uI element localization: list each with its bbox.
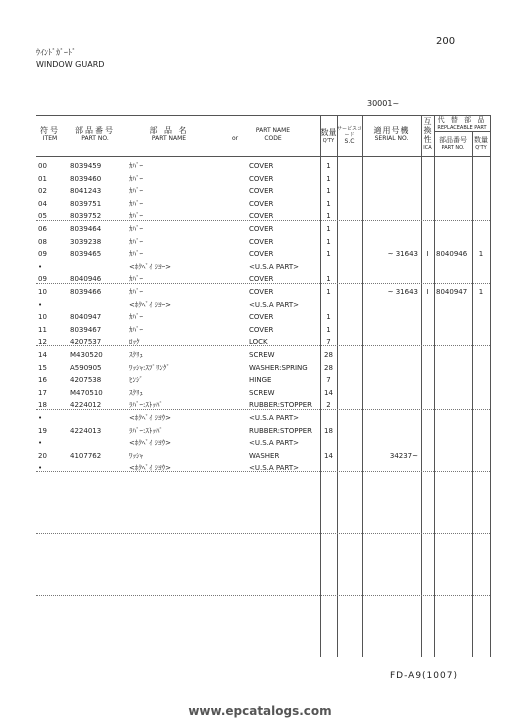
- cell-item: 15: [38, 363, 47, 372]
- cell-part-no: 4224012: [70, 401, 102, 410]
- cell-part-name-ja: ｽｸﾘｭ: [129, 388, 143, 397]
- cell-part-name-en: COVER: [249, 250, 274, 259]
- cell-qty: 1: [326, 187, 331, 196]
- table-row: [0, 349, 520, 361]
- cell-part-no: 4224013: [70, 426, 102, 435]
- cell-part-name-ja: ﾜｯｼｬ:ｽﾌﾟﾘﾝｸﾞ: [129, 363, 170, 372]
- cell-part-name-en: <U.S.A PART>: [249, 439, 299, 448]
- header-item: 符号 ITEM: [40, 126, 60, 142]
- cell-part-name-ja: ﾋﾝｼﾞ: [129, 376, 143, 385]
- cell-rp-qty: 1: [478, 250, 484, 259]
- cell-qty: 1: [326, 237, 331, 246]
- cell-part-name-ja: <ﾎｸﾍﾞｲ ｼﾖｰ>: [129, 262, 171, 271]
- cell-item: •: [38, 464, 43, 473]
- header-ica: 互換性 ICA: [423, 117, 432, 151]
- cell-part-name-en: LOCK: [249, 338, 268, 347]
- cell-part-no: 3039238: [70, 237, 102, 246]
- cell-part-no: 4207538: [70, 376, 102, 385]
- cell-part-no: 8040947: [70, 313, 102, 322]
- cell-part-no: 8040946: [70, 275, 102, 284]
- page-title-japanese: ｳｲﾝﾄﾞｶﾞｰﾄﾞ: [36, 48, 76, 57]
- cell-item: •: [38, 262, 43, 271]
- table-row: [0, 223, 520, 235]
- table-row: [0, 198, 520, 210]
- cell-rp-part-no: 8040947: [436, 288, 468, 296]
- cell-item: 17: [38, 388, 47, 397]
- cell-qty: 1: [326, 313, 331, 322]
- cell-item: 05: [38, 212, 47, 221]
- cell-item: 09: [38, 275, 47, 284]
- table-row: [0, 299, 520, 311]
- row-group-separator: [36, 595, 490, 596]
- table-row: [0, 324, 520, 336]
- cell-part-no: A590905: [70, 363, 102, 372]
- cell-part-name-ja: ｶﾊﾞｰ: [129, 325, 143, 334]
- cell-qty: 1: [326, 199, 331, 208]
- table-row: [0, 336, 520, 348]
- cell-part-name-en: COVER: [249, 212, 274, 221]
- cell-part-no: 8039464: [70, 225, 102, 233]
- cell-item: 12: [38, 338, 47, 347]
- catalog-code: FD-A9(1007): [390, 671, 458, 681]
- cell-part-no: 8039467: [70, 325, 102, 334]
- cell-qty: 1: [326, 275, 331, 284]
- cell-part-name-ja: ｶﾊﾞｰ: [129, 187, 143, 196]
- cell-part-name-ja: ｶﾊﾞｰ: [129, 237, 143, 246]
- cell-part-name-en: COVER: [249, 162, 274, 170]
- cell-part-name-en: COVER: [249, 225, 274, 233]
- header-or: or: [232, 135, 239, 142]
- cell-part-name-ja: ｶﾊﾞｰ: [129, 174, 143, 183]
- cell-part-name-ja: <ﾎｸﾍﾞｲ ｼﾖｳ>: [129, 464, 171, 473]
- cell-part-name-en: COVER: [249, 199, 274, 208]
- cell-part-name-ja: ｶﾊﾞｰ: [129, 250, 143, 259]
- header-replaceable-part: 代 替 部 品 REPLACEABLE PART: [437, 116, 487, 131]
- cell-item: 08: [38, 237, 47, 246]
- cell-item: 04: [38, 199, 47, 208]
- cell-part-name-ja: ｶﾊﾞｰ: [129, 162, 143, 170]
- cell-part-no: 8039466: [70, 288, 102, 296]
- table-row: [0, 273, 520, 285]
- cell-item: 14: [38, 351, 47, 359]
- cell-qty: 1: [326, 288, 331, 296]
- cell-item: 06: [38, 225, 47, 233]
- cell-part-no: 8039460: [70, 174, 102, 183]
- cell-part-name-ja: ﾜｯｼｬ: [129, 451, 143, 460]
- table-row: [0, 236, 520, 248]
- cell-qty: 2: [326, 401, 331, 410]
- cell-part-name-ja: ｶﾊﾞｰ: [129, 199, 143, 208]
- cell-part-name-en: WASHER: [249, 451, 280, 460]
- cell-part-name-en: <U.S.A PART>: [249, 300, 299, 309]
- cell-item: 19: [38, 426, 47, 435]
- table-row: [0, 387, 520, 399]
- table-row: [0, 462, 520, 474]
- table-row: [0, 160, 520, 172]
- cell-part-name-ja: ｶﾊﾞｰ: [129, 288, 143, 296]
- table-row: [0, 412, 520, 424]
- table-row: [0, 248, 520, 260]
- table-row: [0, 450, 520, 462]
- cell-qty: 14: [324, 451, 333, 460]
- cell-qty: 1: [326, 250, 331, 259]
- cell-qty: 7: [326, 338, 331, 347]
- table-row: [0, 374, 520, 386]
- cell-part-no: 8041243: [70, 187, 102, 196]
- table-row: [0, 362, 520, 374]
- cell-part-name-ja: <ﾎｸﾍﾞｲ ｼﾖｳ>: [129, 439, 171, 448]
- cell-part-no: 8039459: [70, 162, 102, 170]
- cell-qty: 28: [324, 351, 333, 359]
- page-title: WINDOW GUARD: [36, 60, 105, 69]
- cell-part-no: M470510: [70, 388, 103, 397]
- cell-qty: 1: [326, 325, 331, 334]
- table-row: [0, 437, 520, 449]
- cell-part-no: 8039751: [70, 199, 102, 208]
- cell-part-name-en: SCREW: [249, 388, 275, 397]
- cell-item: •: [38, 439, 43, 448]
- table-row: [0, 286, 520, 298]
- cell-rp-qty: 1: [478, 288, 484, 296]
- cell-item: 16: [38, 376, 47, 385]
- cell-qty: 14: [324, 388, 333, 397]
- header-part-no: 部品番号 PART NO.: [75, 126, 115, 142]
- cell-item: 20: [38, 451, 47, 460]
- cell-part-name-en: COVER: [249, 313, 274, 322]
- cell-item: 09: [38, 250, 47, 259]
- header-rp-qty: 数量 Q'TY: [474, 136, 488, 151]
- cell-item: •: [38, 414, 43, 422]
- cell-part-name-en: SCREW: [249, 351, 275, 359]
- table-row: [0, 185, 520, 197]
- watermark: www.epcatalogs.com: [188, 704, 332, 718]
- cell-part-name-en: COVER: [249, 288, 274, 296]
- cell-part-name-en: <U.S.A PART>: [249, 262, 299, 271]
- cell-part-name-ja: ｶﾊﾞｰ: [129, 212, 143, 221]
- cell-part-name-en: COVER: [249, 325, 274, 334]
- cell-part-name-en: <U.S.A PART>: [249, 464, 299, 473]
- cell-item: 10: [38, 313, 47, 322]
- cell-serial-no: ~ 31643: [387, 288, 418, 296]
- cell-part-name-en: <U.S.A PART>: [249, 414, 299, 422]
- cell-item: 02: [38, 187, 47, 196]
- serial-range-label: 30001~: [367, 99, 400, 108]
- cell-part-name-ja: ｶﾊﾞｰ: [129, 225, 143, 233]
- cell-rp-part-no: 8040946: [436, 250, 468, 259]
- cell-part-name-ja: ﾗﾊﾞｰ:ｽﾄｯﾊﾟ: [129, 426, 163, 435]
- cell-part-no: M430520: [70, 351, 103, 359]
- header-part-name-code: PART NAME CODE: [255, 127, 291, 142]
- cell-part-name-en: WASHER:SPRING: [249, 363, 308, 372]
- cell-serial-no: 34237~: [389, 451, 418, 460]
- header-rp-part-no: 部品番号 PART NO.: [439, 136, 467, 151]
- cell-part-name-ja: ｶﾊﾞｰ: [129, 313, 143, 322]
- cell-item: 00: [38, 162, 47, 170]
- table-row: [0, 173, 520, 185]
- table-row: [0, 261, 520, 273]
- table-row: [0, 425, 520, 437]
- cell-part-no: 8039465: [70, 250, 102, 259]
- table-row: [0, 399, 520, 411]
- cell-qty: 1: [326, 225, 331, 233]
- cell-part-no: 4107762: [70, 451, 102, 460]
- cell-item: 18: [38, 401, 47, 410]
- cell-ica: I: [426, 250, 429, 259]
- cell-part-name-ja: ｽｸﾘｭ: [129, 351, 143, 359]
- cell-item: 10: [38, 288, 47, 296]
- cell-part-name-en: RUBBER:STOPPER: [249, 426, 312, 435]
- cell-item: •: [38, 300, 43, 309]
- cell-qty: 1: [326, 174, 331, 183]
- cell-part-name-ja: ｶﾊﾞｰ: [129, 275, 143, 284]
- header-part-name: 部 品 名 PART NAME: [149, 126, 189, 142]
- cell-qty: 28: [324, 363, 333, 372]
- cell-qty: 18: [324, 426, 333, 435]
- cell-part-no: 4207537: [70, 338, 102, 347]
- row-group-separator: [36, 533, 490, 534]
- cell-qty: 1: [326, 162, 331, 170]
- cell-part-name-ja: ﾛｯｸ: [129, 338, 140, 347]
- cell-part-name-en: RUBBER:STOPPER: [249, 401, 312, 410]
- cell-qty: 7: [326, 376, 331, 385]
- cell-item: 11: [38, 325, 47, 334]
- cell-part-name-ja: <ﾎｸﾍﾞｲ ｼﾖｰ>: [129, 300, 171, 309]
- cell-part-name-en: COVER: [249, 237, 274, 246]
- header-service-code: サービスコード S.C: [337, 126, 363, 145]
- header-serial-no: 適用号機 SERIAL NO.: [373, 126, 410, 142]
- cell-part-no: 8039752: [70, 212, 102, 221]
- page-number: 200: [436, 36, 456, 47]
- cell-qty: 1: [326, 212, 331, 221]
- cell-part-name-ja: ﾗﾊﾞｰ:ｽﾄｯﾊﾟ: [129, 401, 163, 410]
- cell-ica: I: [426, 288, 429, 296]
- table-row: [0, 210, 520, 222]
- cell-part-name-ja: <ﾎｸﾍﾞｲ ｼﾖｳ>: [129, 414, 171, 422]
- header-qty: 数量 Q'TY: [320, 128, 337, 144]
- cell-serial-no: ~ 31643: [387, 250, 418, 259]
- cell-part-name-en: COVER: [249, 187, 274, 196]
- cell-part-name-en: HINGE: [249, 376, 272, 385]
- table-row: [0, 311, 520, 323]
- cell-item: 01: [38, 174, 47, 183]
- cell-part-name-en: COVER: [249, 174, 274, 183]
- cell-part-name-en: COVER: [249, 275, 274, 284]
